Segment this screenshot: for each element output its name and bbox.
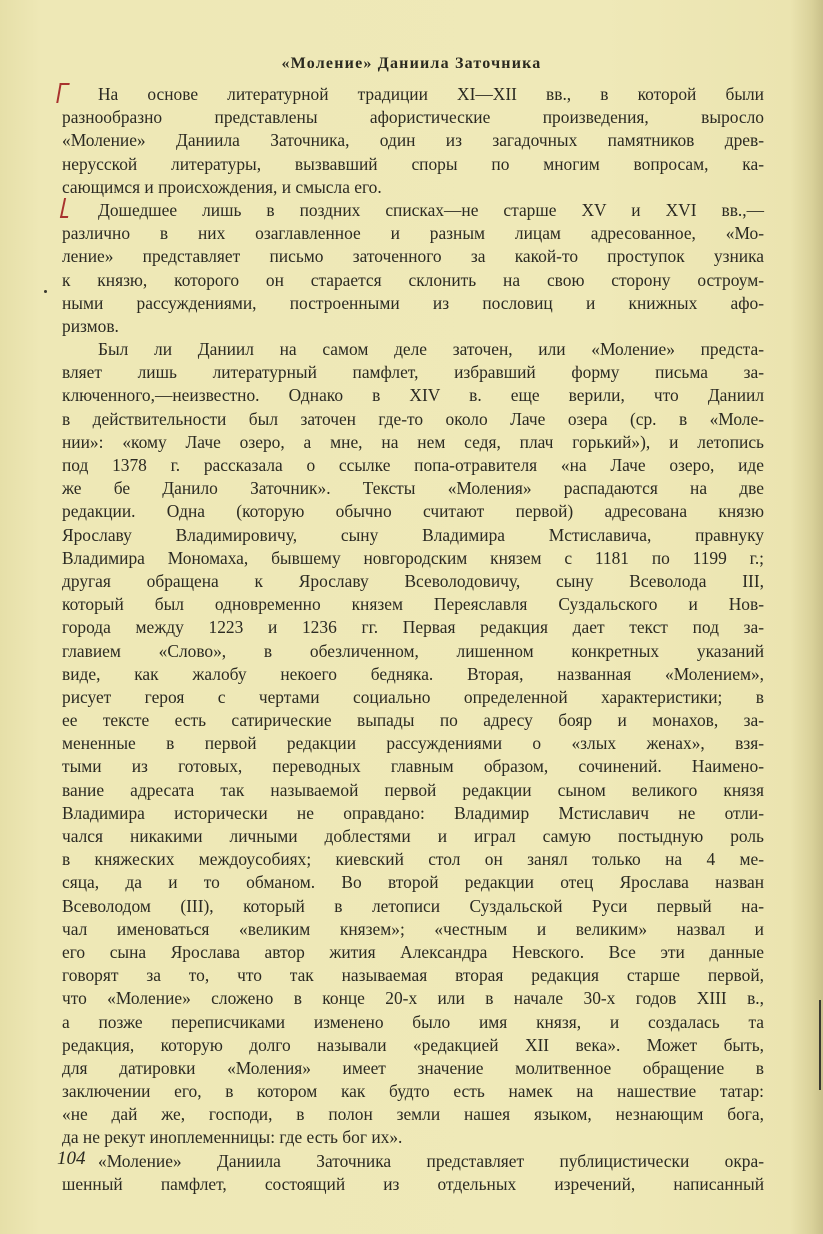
text-line: под 1378 г. рассказала о ссылке попа-отравителя «на Лаче озеро, иде — [62, 455, 764, 475]
text-line: «Моление» Даниила Заточника, один из загадочных памятников древ- — [62, 130, 764, 151]
text-line: для датировки «Моления» имеет значение молитвенное обращение в — [62, 1057, 764, 1078]
margin-dot — [44, 290, 47, 293]
text-line: главием «Слово», в обезличенном, лишенном конкретных указаний — [62, 640, 764, 661]
text-line: ее тексте есть сатирические выпады по адресу бояр и монахов, за- — [62, 710, 764, 731]
text-line: разнообразно представлены афористические произведения, выросло — [62, 107, 764, 128]
page-edge-shadow — [819, 1000, 821, 1090]
text-line: рисует героя с чертами социально определенной характеристики; в — [62, 686, 764, 707]
text-line: Владимира исторически не оправдано: Владимир Мстиславич не отли- — [62, 802, 764, 823]
text-line: в княжеских междоусобиях; киевский стол он занял только на 4 ме- — [62, 849, 764, 870]
text-line: ключенного,—неизвестно. Однако в XIV в. еще верили, что Даниил — [62, 385, 764, 406]
text-line: мененные в первой редакции рассуждениями о «злых женах», взя- — [62, 733, 764, 754]
text-line: чался никакими личными доблестями и играл самую постыдную роль — [62, 826, 764, 846]
text-line: Был ли Даниил на самом деле заточен, или «Моление» предста- — [98, 339, 764, 360]
body-text — [62, 83, 764, 1196]
text-line: Всеволодом (III), который в летописи Суздальской Руси первый на- — [62, 895, 764, 916]
text-line: что «Моление» сложено в конце 20-х или в начале 30-х годов XIII в., — [62, 988, 764, 1009]
text-line: чал именоваться «великим князем»; «честным и великим» назвал и — [62, 918, 764, 939]
text-line: Владимира Мономаха, бывшему новгородским князем с 1181 по 1199 г.; — [62, 547, 764, 568]
text-line: Дошедшее лишь в поздних списках—не старше XV и XVI вв.,— — [98, 199, 764, 220]
text-line: нии»: «кому Лаче озеро, а мне, на нем седя, плач горький»), и летопись — [62, 431, 764, 452]
text-line: же бе Данило Заточник». Тексты «Моления» распадаются на две — [62, 478, 764, 499]
text-line: Ярославу Владимировичу, сыну Владимира Мстиславича, правнуку — [62, 524, 764, 545]
text-line: а позже переписчиками изменено было имя князя, и создалась та — [62, 1011, 764, 1032]
text-line: говорят за то, что так называемая вторая редакция старше первой, — [62, 965, 764, 986]
text-line: редакции. Одна (которую обычно считают первой) адресована князю — [62, 501, 764, 522]
text-line: его сына Ярослава автор жития Александра Невского. Все эти данные — [62, 941, 764, 962]
text-line: «Моление» Даниила Заточника представляет публицистически окра- — [98, 1150, 764, 1171]
text-line: вляет лишь литературный памфлет, избравший форму письма за- — [62, 362, 764, 383]
text-line: «не дай же, господи, в полон земли нашея языком, незнающим бога, — [62, 1104, 764, 1125]
running-header-title: «Моление» Даниила Заточника — [281, 55, 542, 72]
text-line: редакция, которую долго называли «редакцией XII века». Может быть, — [62, 1034, 764, 1055]
text-line: ными рассуждениями, построенными из пословиц и книжных афо- — [62, 292, 764, 313]
text-line: который был одновременно князем Переяславля Суздальского и Нов- — [62, 594, 764, 615]
text-line: ление» представляет письмо заточенного за какой-то проступок узника — [62, 246, 764, 267]
text-line: ризмов. — [62, 315, 119, 336]
text-line: виде, как жалобу некоего бедняка. Вторая, названная «Молением», — [62, 663, 764, 684]
text-line: тыми из готовых, переводных главным образом, сочинений. Наимено- — [62, 756, 764, 777]
text-line: к князю, которого он старается склонить на свою сторону остроум- — [62, 269, 764, 290]
page-number: 104 — [57, 1148, 86, 1169]
text-line: города между 1223 и 1236 гг. Первая редакция дает текст под за- — [62, 617, 764, 638]
text-line: да не рекут иноплеменницы: где есть бог их». — [62, 1127, 403, 1148]
text-line: различно в них озаглавленное и разным лицам адресованное, «Мо- — [62, 223, 764, 244]
text-line: заключении его, в котором как будто есть намек на нашествие татар: — [62, 1081, 764, 1102]
text-line: На основе литературной традиции XI—XII вв., в которой были — [98, 84, 764, 104]
text-line: нерусской литературы, вызвавший споры по многим вопросам, ка- — [62, 153, 764, 174]
text-line: сающимся и происхождения, и смысла его. — [62, 176, 382, 197]
text-line: шенный памфлет, состоящий из отдельных изречений, написанный — [62, 1173, 764, 1194]
text-line: другая обращена к Ярославу Всеволодовичу, сыну Всеволода III, — [62, 570, 764, 591]
text-line: в действительности был заточен где-то около Лаче озера (ср. в «Моле- — [62, 408, 764, 429]
text-line: вание адресата так называемой первой редакции сыном великого князя — [62, 779, 764, 800]
text-line: сяца, да и то обманом. Во второй редакции отец Ярослава назван — [62, 872, 764, 893]
